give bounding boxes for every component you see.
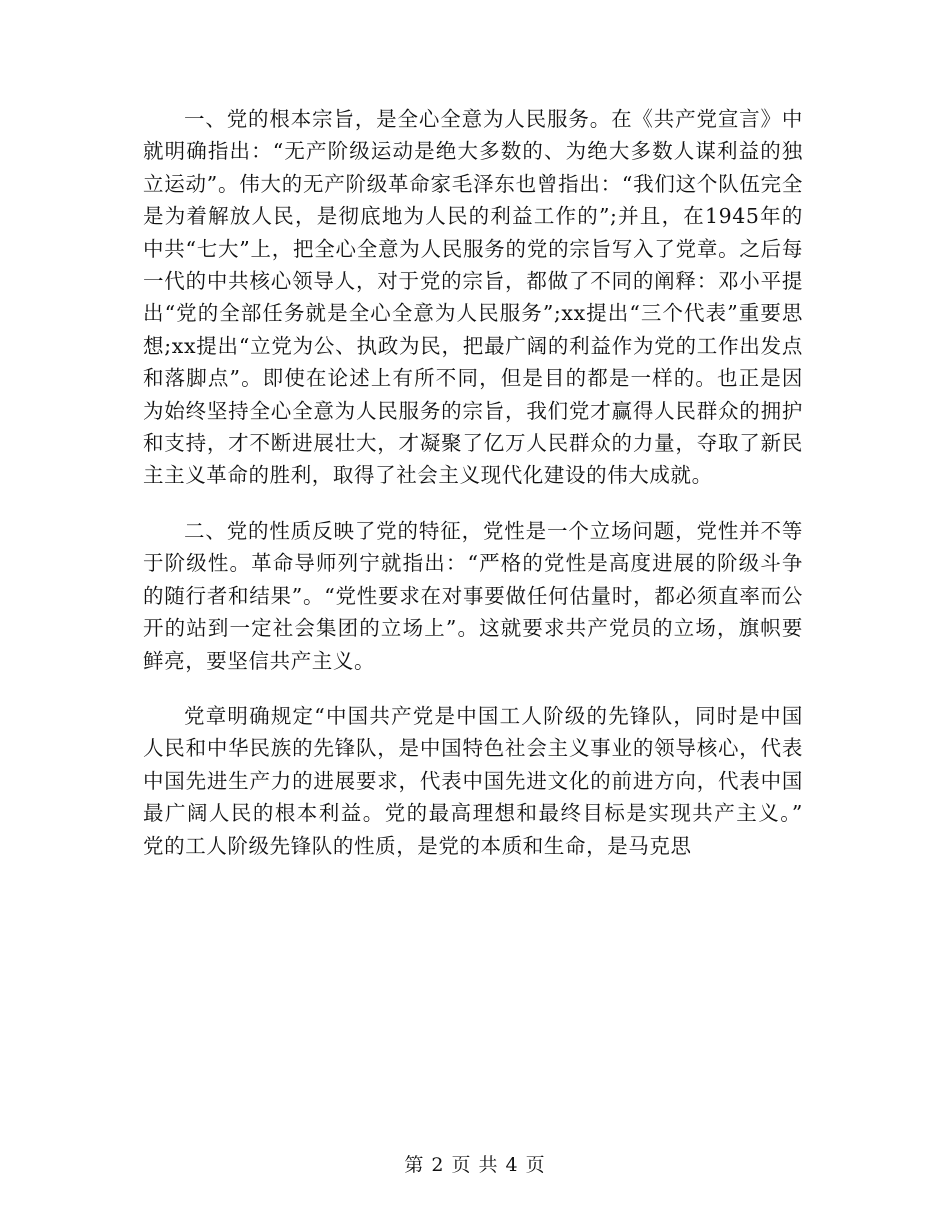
page-number-footer: 第 2 页 共 4 页 (404, 1154, 546, 1176)
paragraph-1: 一、党的根本宗旨，是全心全意为人民服务。在《共产党宣言》中就明确指出：“无产阶级运动是绝大多数的、为绝大多数人谋利益的独立运动”。伟大的无产阶级革命家毛泽东也曾指出：“我们这个队伍完全是为着解放人民，是彻底地为人民的利益工作的”;并且，在1945年的中共“七大”上，把全心全意为人民服务的党的宗旨写入了党章。之后每一代的中共核心领导人，对于党的宗旨，都做了不同的阐释：邓小平提出“党的全部任务就是全心全意为人民服务”;xx提出“三个代表”重要思想;xx提出“立党为公、执政为民，把最广阔的利益作为党的工作出发点和落脚点”。即使在论述上有所不同，但是目的都是一样的。也正是因为始终坚持全心全意为人民服务的宗旨，我们党才赢得人民群众的拥护和支持，才不断进展壮大，才凝聚了亿万人民群众的力量，夺取了新民主主义革命的胜利，取得了社会主义现代化建设的伟大成就。 (143, 107, 803, 488)
paragraph-3: 党章明确规定“中国共产党是中国工人阶级的先锋队，同时是中国人民和中华民族的先锋队，是中国特色社会主义事业的领导核心，代表中国先进生产力的进展要求，代表中国先进文化的前进方向，代表中国最广阔人民的根本利益。党的最高理想和最终目标是实现共产主义。” 党的工人阶级先锋队的性质，是党的本质和生命，是马克思 (143, 703, 803, 858)
document-body (143, 103, 803, 862)
paragraph-2: 二、党的性质反映了党的特征，党性是一个立场问题，党性并不等于阶级性。革命导师列宁就指出：“严格的党性是高度进展的阶级斗争的随行者和结果”。“党性要求在对事要做任何估量时，都必须直率而公开的站到一定社会集团的立场上”。这就要求共产党员的立场，旗帜要鲜亮，要坚信共产主义。 (143, 518, 803, 673)
